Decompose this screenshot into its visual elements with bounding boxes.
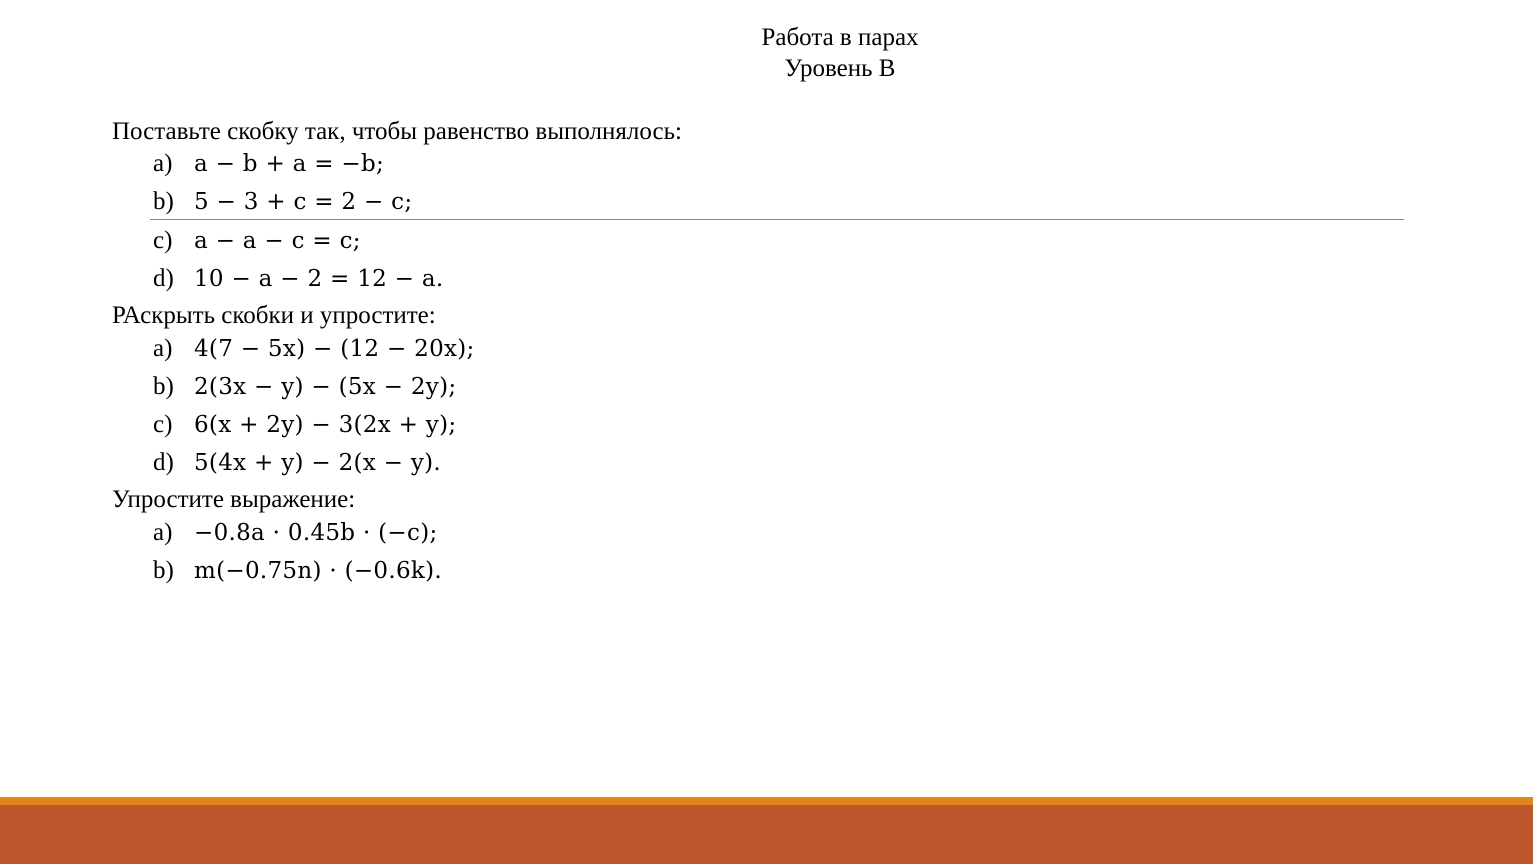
item-label: d) (153, 449, 174, 476)
math-expression: a − b + a = −b; (194, 151, 385, 177)
item-label: a) (153, 519, 173, 546)
title-line-1: Работа в парах (761, 24, 919, 51)
math-expression: 5(4x + y) − 2(x − y). (194, 450, 442, 476)
math-expression: −0.8a · 0.45b · (−c); (194, 520, 438, 546)
item-label: b) (153, 373, 174, 400)
footer-band (0, 805, 1533, 864)
item-label: b) (153, 557, 174, 584)
item-label: c) (153, 227, 173, 254)
footer-accent-stripe (0, 797, 1533, 805)
math-expression: 10 − a − 2 = 12 − a. (194, 266, 444, 292)
math-expression: 6(x + 2y) − 3(2x + y); (194, 412, 457, 438)
math-expression: 5 − 3 + c = 2 − c; (194, 189, 413, 215)
item-label: a) (153, 150, 173, 177)
horizontal-divider (150, 219, 1404, 220)
item-label: a) (153, 335, 173, 362)
item-label: d) (153, 265, 174, 292)
item-label: b) (153, 188, 174, 215)
item-label: c) (153, 411, 173, 438)
math-expression: a − a − c = c; (194, 228, 361, 254)
math-expression: 2(3x − y) − (5x − 2y); (194, 374, 457, 400)
math-expression: m(−0.75n) · (−0.6k). (194, 558, 443, 584)
math-expression: 4(7 − 5x) − (12 − 20x); (194, 336, 475, 362)
section-heading-simplify: Упростите выражение: (112, 486, 356, 513)
section-heading-expand-brackets: РАскрыть скобки и упростите: (112, 302, 436, 329)
section-heading-bracket-task: Поставьте скобку так, чтобы равенство выполнялось: (112, 118, 682, 145)
title-line-2: Уровень В (784, 55, 896, 82)
slide-title (0, 22, 1533, 84)
